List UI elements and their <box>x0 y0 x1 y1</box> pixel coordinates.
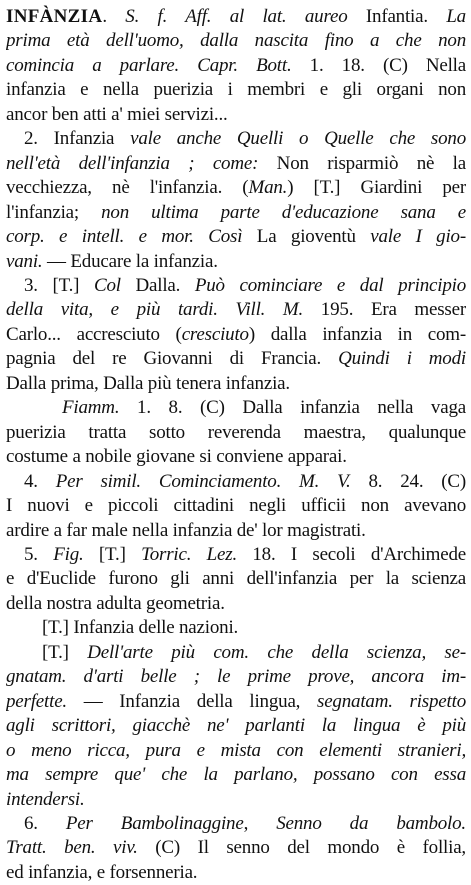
text-run: 8. 24. (C) <box>350 470 466 492</box>
text-run: 1. 18. (C) Nella <box>291 54 466 76</box>
entry-line <box>6 29 466 53</box>
text-run: pagnia del re Giovanni di Francia. <box>6 348 339 370</box>
entry-line <box>6 445 466 469</box>
text-run: ) dalla infanzia in com- <box>248 323 466 345</box>
text-run: aureo <box>304 6 348 27</box>
text-run: cresciuto <box>181 323 249 345</box>
text-run: Non risparmiò nè la <box>258 152 466 174</box>
text-run: , <box>243 812 277 834</box>
entry-line <box>6 78 466 102</box>
text-run: costume a nobile giovane si conviene apparai. <box>6 446 347 468</box>
subsense-line <box>6 641 466 665</box>
text-run: Bambolinaggine <box>92 812 244 834</box>
text-run: non ultima parte d'educazione sana e <box>101 201 466 223</box>
text-run <box>286 6 304 27</box>
text-run: Fig. <box>53 543 84 565</box>
entry-line <box>6 519 466 543</box>
sense-4-line <box>6 470 466 494</box>
headword: INFÀNZIA <box>6 6 103 27</box>
text-run: 195. Era messer <box>303 299 466 321</box>
text-run: Dell'arte più com. che della scienza, se- <box>87 641 466 663</box>
text-run: [T.] Infanzia delle nazioni. <box>42 617 239 639</box>
entry-line <box>6 861 466 885</box>
sense-3-line <box>6 274 466 298</box>
sense-5-line <box>6 543 466 567</box>
text-run: della vita, e più tardi. Vill. M. <box>6 299 304 321</box>
text-run: La <box>446 6 466 27</box>
text-run: vale I gio- <box>370 226 466 248</box>
entry-line <box>6 665 466 689</box>
entry-line <box>6 250 466 274</box>
text-run: [T.] <box>83 543 142 565</box>
text-run: . <box>102 6 126 27</box>
text-run: Dalla prima, Dalla più tenera infanzia. <box>6 372 290 394</box>
text-run: intendersi. <box>6 788 85 810</box>
text-run: Torric. Lez. <box>141 543 237 565</box>
entry-line <box>6 323 466 347</box>
text-run: prima età dell'uomo, dalla nascita fino a che non <box>6 30 466 52</box>
text-run: Quindi i modi <box>338 348 466 370</box>
entry-line <box>6 714 466 738</box>
entry-line <box>6 5 466 29</box>
entry-line <box>6 763 466 787</box>
text-run: l'infanzia; <box>6 201 102 223</box>
text-run: gnatam. d'arti belle ; le prime prove, ancora im- <box>6 666 466 688</box>
entry-line <box>6 494 466 518</box>
text-run: 6. <box>24 812 66 834</box>
text-run: 1. 8. (C) Dalla infanzia nella vaga <box>119 397 466 419</box>
text-run: corp. e intell. e mor. Così <box>6 226 243 248</box>
text-run: ardire a far male nella infanzia de' lor magistrati. <box>6 519 366 541</box>
text-run: S. f. Aff. al lat. <box>125 6 287 27</box>
entry-line <box>6 176 466 200</box>
text-run: comincia a parlare. Capr. Bott. <box>6 54 292 76</box>
entry-line <box>6 152 466 176</box>
text-run: Carlo... accresciuto ( <box>6 323 182 345</box>
text-run: ma sempre que' che la parlano, possano con essa <box>6 764 466 786</box>
text-run: vani. <box>6 250 43 272</box>
text-run: Infantia. <box>347 6 447 27</box>
entry-line <box>6 347 466 371</box>
entry-line <box>6 567 466 591</box>
entry-line <box>6 298 466 322</box>
text-run: della nostra adulta geometria. <box>6 592 225 614</box>
text-run: — Infanzia della lingua, <box>66 690 317 712</box>
text-run: La gioventù <box>242 226 371 248</box>
subsense-line <box>6 616 466 640</box>
entry-line <box>6 739 466 763</box>
entry-line <box>6 836 466 860</box>
text-run: 5. <box>24 543 54 565</box>
text-run: 18. I secoli d'Archimede <box>237 543 466 565</box>
text-run: e d'Euclide furono gli anni dell'infanzia per la scienza <box>6 568 466 590</box>
entry-line <box>6 54 466 78</box>
sense-6-line <box>6 812 466 836</box>
entry-line <box>6 690 466 714</box>
text-run: — Educare la infanzia. <box>42 250 218 272</box>
text-run: (C) Il senno del mondo è follia, <box>137 837 466 859</box>
entry-line <box>6 421 466 445</box>
text-run: Per <box>65 812 93 834</box>
text-run: Fiamm. <box>62 397 120 419</box>
text-run: Tratt. ben. viv. <box>6 837 138 859</box>
text-run: segnatam. rispetto <box>317 690 466 712</box>
entry-line <box>6 201 466 225</box>
text-run: 3. [T.] <box>24 274 94 296</box>
text-run: perfette. <box>6 690 67 712</box>
text-run: nell'età dell'infanzia ; come: <box>6 152 259 174</box>
text-run: o meno ricca, pura e mista con elementi stranieri, <box>6 739 466 761</box>
text-run: vecchiezza, nè l'infanzia. ( <box>6 177 249 199</box>
text-run: [T.] <box>42 641 88 663</box>
text-run: 4. <box>24 470 56 492</box>
citation-line <box>6 396 466 420</box>
text-run: ancor ben atti a' miei servizi... <box>6 103 228 125</box>
text-run: Dalla. <box>120 274 195 296</box>
text-run: infanzia e nella puerizia i membri e gli organi non <box>6 79 466 101</box>
entry-line <box>6 788 466 812</box>
text-run: agli scrittori, giacchè ne' parlanti la lingua è più <box>6 715 466 737</box>
text-run: Senno da bambolo. <box>276 812 466 834</box>
entry-line <box>6 225 466 249</box>
text-run: ed infanzia, e forsenneria. <box>6 861 198 883</box>
text-run: I nuovi e piccoli cittadini negli ufficii non avevano <box>6 495 466 517</box>
text-run: vale anche Quelli o Quelle che sono <box>130 128 466 150</box>
sense-2-line <box>6 127 466 151</box>
entry-line <box>6 592 466 616</box>
entry-line <box>6 372 466 396</box>
text-run: Man. <box>248 177 288 199</box>
text-run: Col <box>93 274 121 296</box>
text-run: puerizia tratta sotto reverenda maestra, qualunque <box>6 421 466 443</box>
text-run: 2. Infanzia <box>24 128 131 150</box>
text-run: Può cominciare e dal principio <box>194 274 466 296</box>
text-run: ) [T.] Giardini per <box>287 177 466 199</box>
entry-line <box>6 103 466 127</box>
text-run: Per simil. Cominciamento. M. V. <box>55 470 351 492</box>
